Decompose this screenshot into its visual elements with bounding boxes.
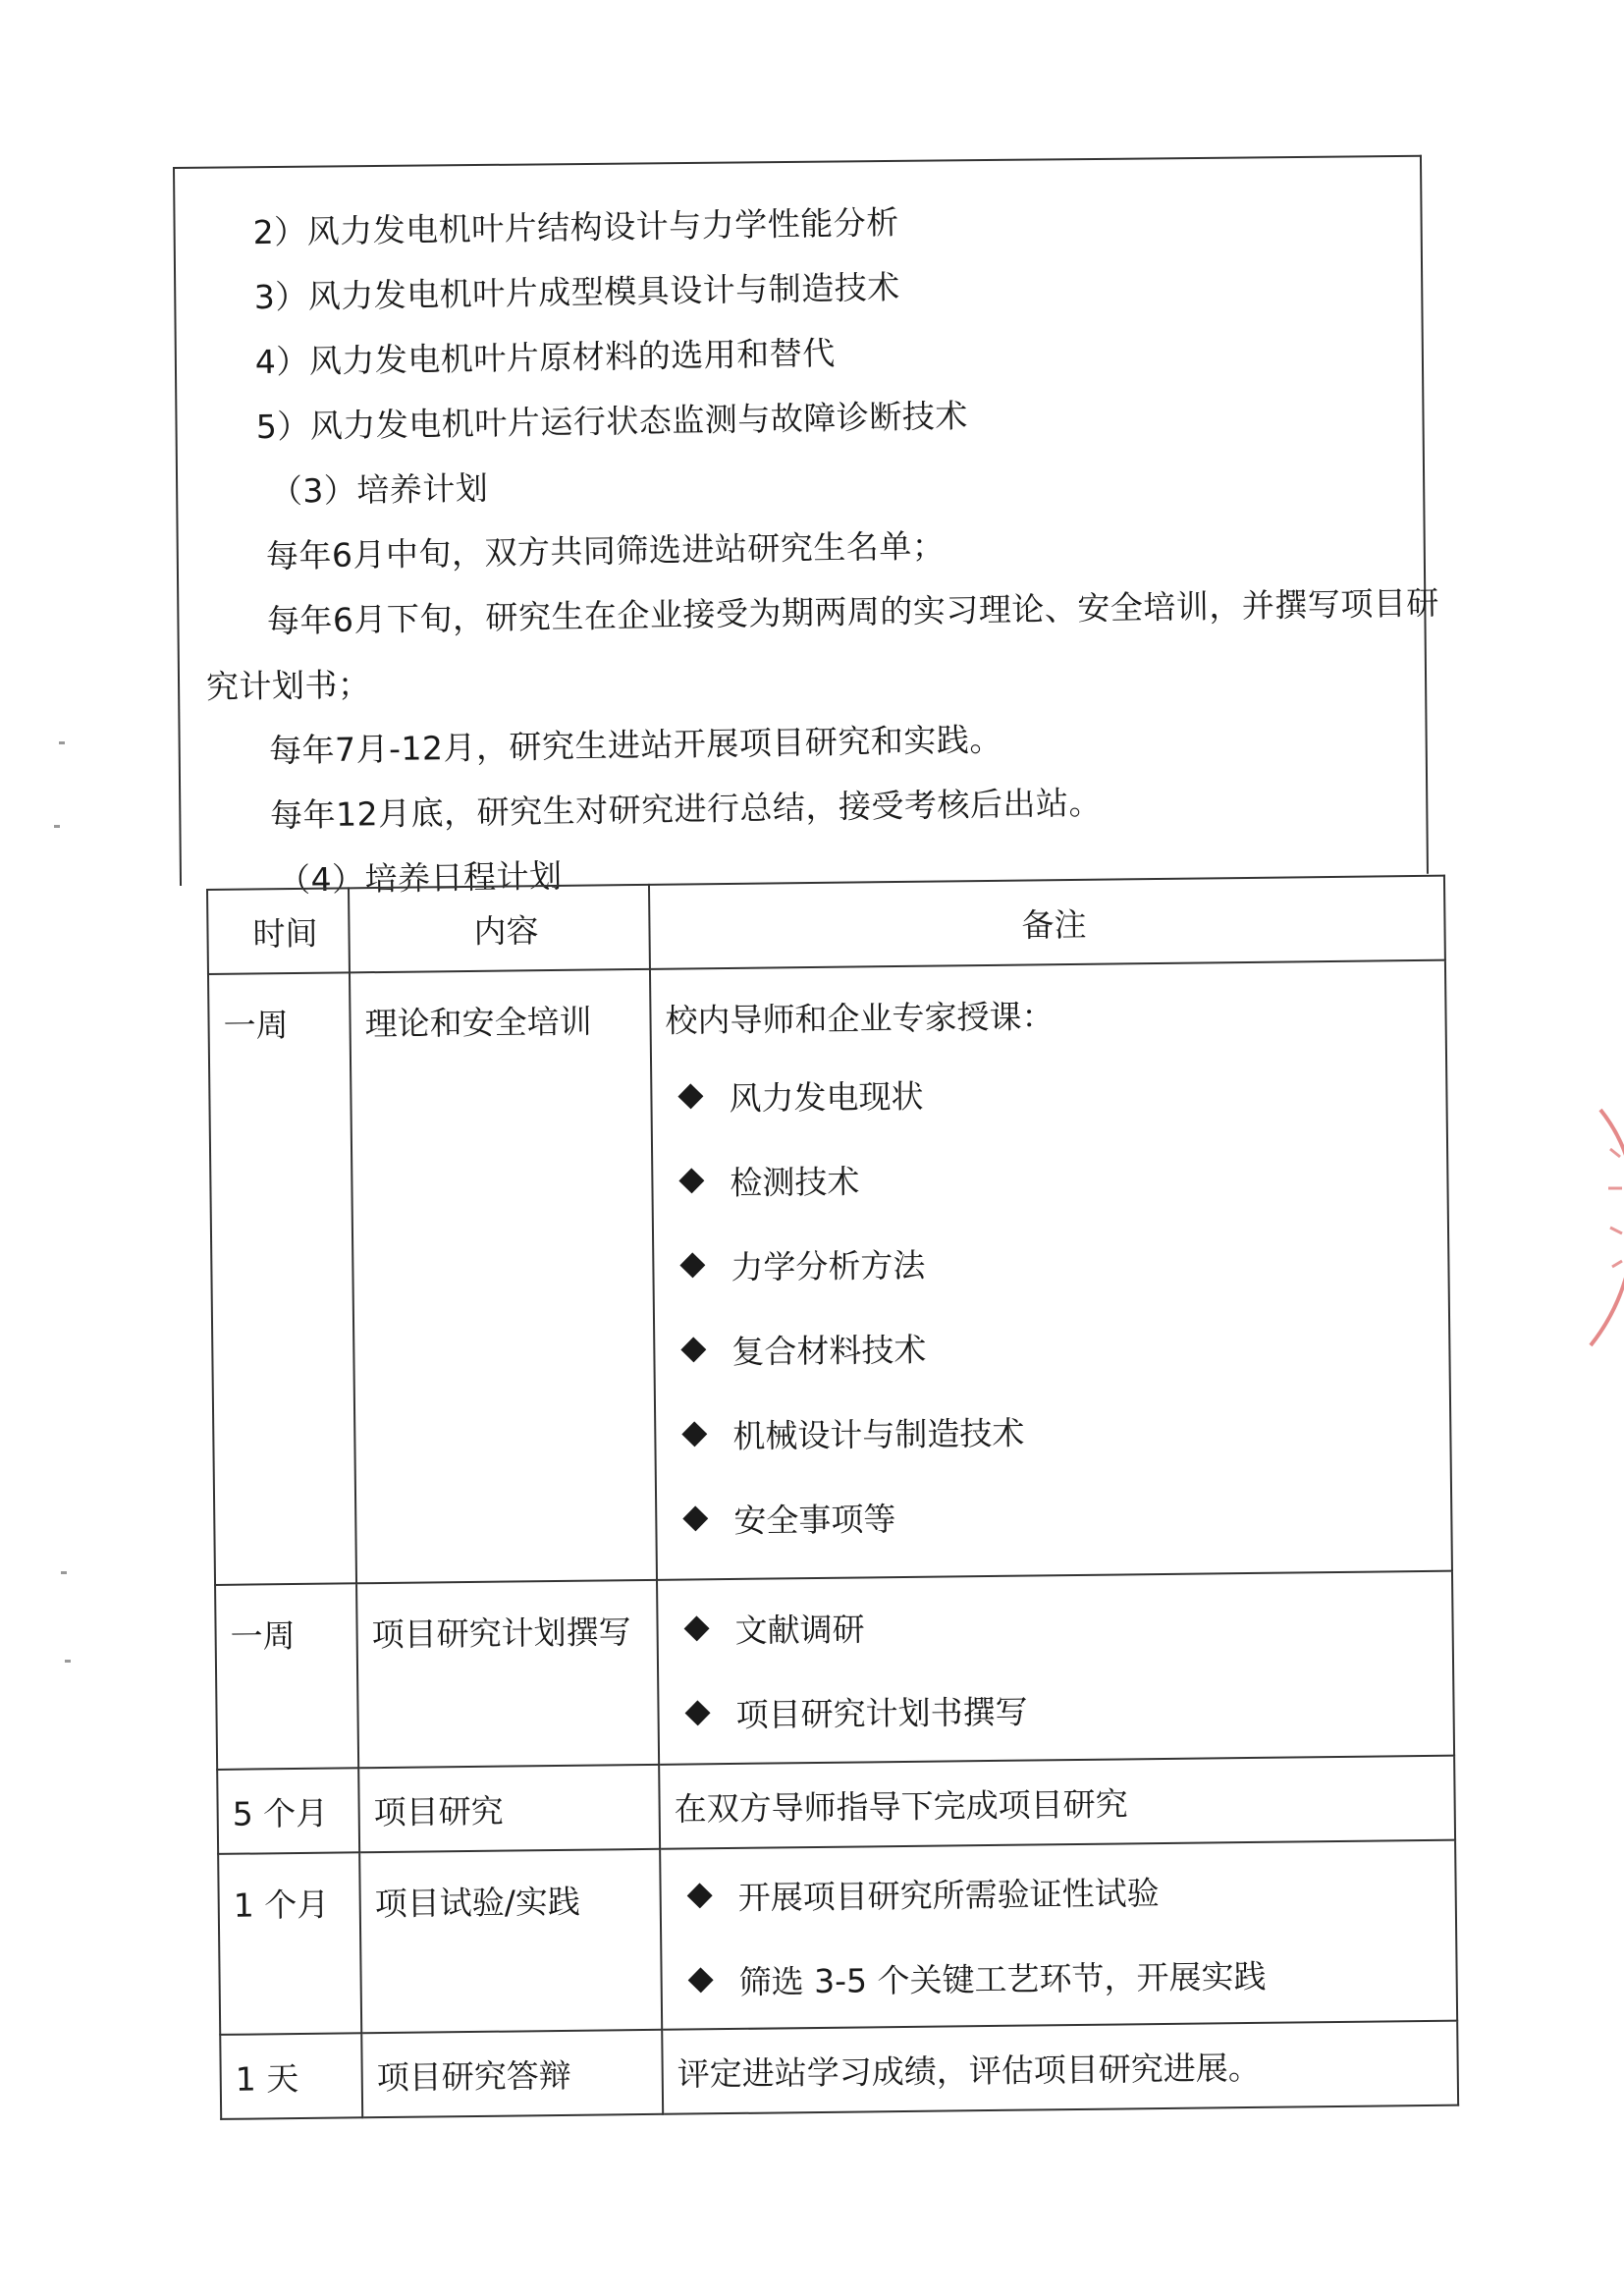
- list-item: [668, 1215, 1448, 1308]
- table-row: [217, 1756, 1455, 1854]
- bullet-text: 筛选 3-5 个关键工艺环节，开展实践: [738, 1956, 1267, 2001]
- text-line-8: 每年7月-12月，研究生进站开展项目研究和实践。: [268, 720, 1003, 770]
- notes-intro: 校内导师和企业专家授课：: [665, 997, 1055, 1040]
- row-content: 理论和安全培训: [350, 969, 657, 1583]
- header-time: 时间: [207, 888, 350, 974]
- scan-speck: [54, 825, 60, 828]
- text-line-5: 每年6月中旬，双方共同筛选进站研究生名单；: [265, 526, 946, 575]
- table-row: [218, 1840, 1457, 2035]
- diamond-bullet-icon: [680, 1337, 706, 1362]
- diamond-bullet-icon: [679, 1252, 705, 1278]
- row-content: 项目研究答辩: [361, 2030, 663, 2117]
- row-notes: [650, 960, 1452, 1580]
- diamond-bullet-icon: [684, 1700, 710, 1725]
- text-line-1: 2）风力发电机叶片结构设计与力学性能分析: [252, 202, 899, 252]
- bullet-text: 机械设计与制造技术: [732, 1413, 1025, 1455]
- table-header-row: [207, 876, 1445, 974]
- row-time: 1 天: [220, 2033, 362, 2119]
- text-line-4: 5）风力发电机叶片运行状态监测与故障诊断技术: [255, 396, 969, 447]
- row-time: 一周: [208, 972, 356, 1585]
- diamond-bullet-icon: [687, 1883, 713, 1908]
- diamond-bullet-icon: [687, 1967, 713, 1993]
- scan-speck: [61, 1571, 67, 1574]
- row-time: 5 个月: [217, 1768, 359, 1854]
- header-notes: 备注: [649, 876, 1445, 969]
- list-item: [673, 1663, 1453, 1756]
- bullet-text: 开展项目研究所需验证性试验: [737, 1873, 1160, 1917]
- table-row: [220, 2021, 1458, 2119]
- red-seal-stamp: [1581, 1100, 1624, 1355]
- row-time: 1 个月: [218, 1852, 361, 2035]
- bullet-text: 复合材料技术: [731, 1330, 927, 1371]
- table-row: [208, 960, 1452, 1585]
- text-line-6: 每年6月下旬，研究生在企业接受为期两周的实习理论、安全培训，并撰写项目研: [266, 583, 1440, 640]
- bullet-text: 风力发电现状: [729, 1076, 924, 1118]
- table-row: [215, 1571, 1454, 1770]
- section-heading-3: （3）培养计划: [269, 468, 489, 511]
- schedule-table: [206, 875, 1459, 2120]
- row-notes: 在双方导师指导下完成项目研究: [659, 1756, 1455, 1849]
- bullet-text: 检测技术: [730, 1161, 860, 1202]
- scan-speck: [59, 741, 65, 744]
- scan-speck: [65, 1660, 71, 1663]
- text-line-7: 究计划书；: [205, 665, 371, 706]
- text-line-3: 4）风力发电机叶片原材料的选用和替代: [254, 333, 837, 382]
- list-item: [670, 1384, 1450, 1477]
- text-line-2: 3）风力发电机叶片成型模具设计与制造技术: [253, 267, 901, 317]
- diamond-bullet-icon: [677, 1083, 703, 1109]
- list-item: [676, 1930, 1456, 2023]
- diamond-bullet-icon: [678, 1168, 704, 1193]
- row-notes: [657, 1571, 1454, 1765]
- diamond-bullet-icon: [683, 1615, 709, 1641]
- list-item: [675, 1845, 1455, 1939]
- row-notes: [660, 1840, 1457, 2030]
- list-item: [666, 1046, 1446, 1139]
- list-item: [667, 1130, 1447, 1224]
- row-notes: 评定进站学习成绩，评估项目研究进展。: [662, 2021, 1458, 2114]
- list-item: [669, 1299, 1449, 1393]
- list-item: [672, 1578, 1452, 1671]
- section-heading-4: （4）培养日程计划: [277, 856, 563, 900]
- text-line-9: 每年12月底，研究生对研究进行总结，接受考核后出站。: [269, 783, 1103, 835]
- list-item: [671, 1468, 1451, 1561]
- bullet-text: 文献调研: [734, 1609, 865, 1650]
- schedule-table-wrapper: [206, 875, 1457, 2120]
- bullet-text: 项目研究计划书撰写: [735, 1692, 1028, 1734]
- row-content: 项目试验/实践: [359, 1849, 662, 2033]
- diamond-bullet-icon: [681, 1421, 707, 1447]
- diamond-bullet-icon: [682, 1505, 708, 1531]
- row-time: 一周: [215, 1583, 358, 1770]
- row-content: 项目研究计划撰写: [356, 1580, 659, 1768]
- header-content: 内容: [349, 885, 650, 972]
- row-content: 项目研究: [358, 1765, 660, 1852]
- bullet-text: 力学分析方法: [731, 1245, 926, 1286]
- bullet-text: 安全事项等: [733, 1499, 896, 1540]
